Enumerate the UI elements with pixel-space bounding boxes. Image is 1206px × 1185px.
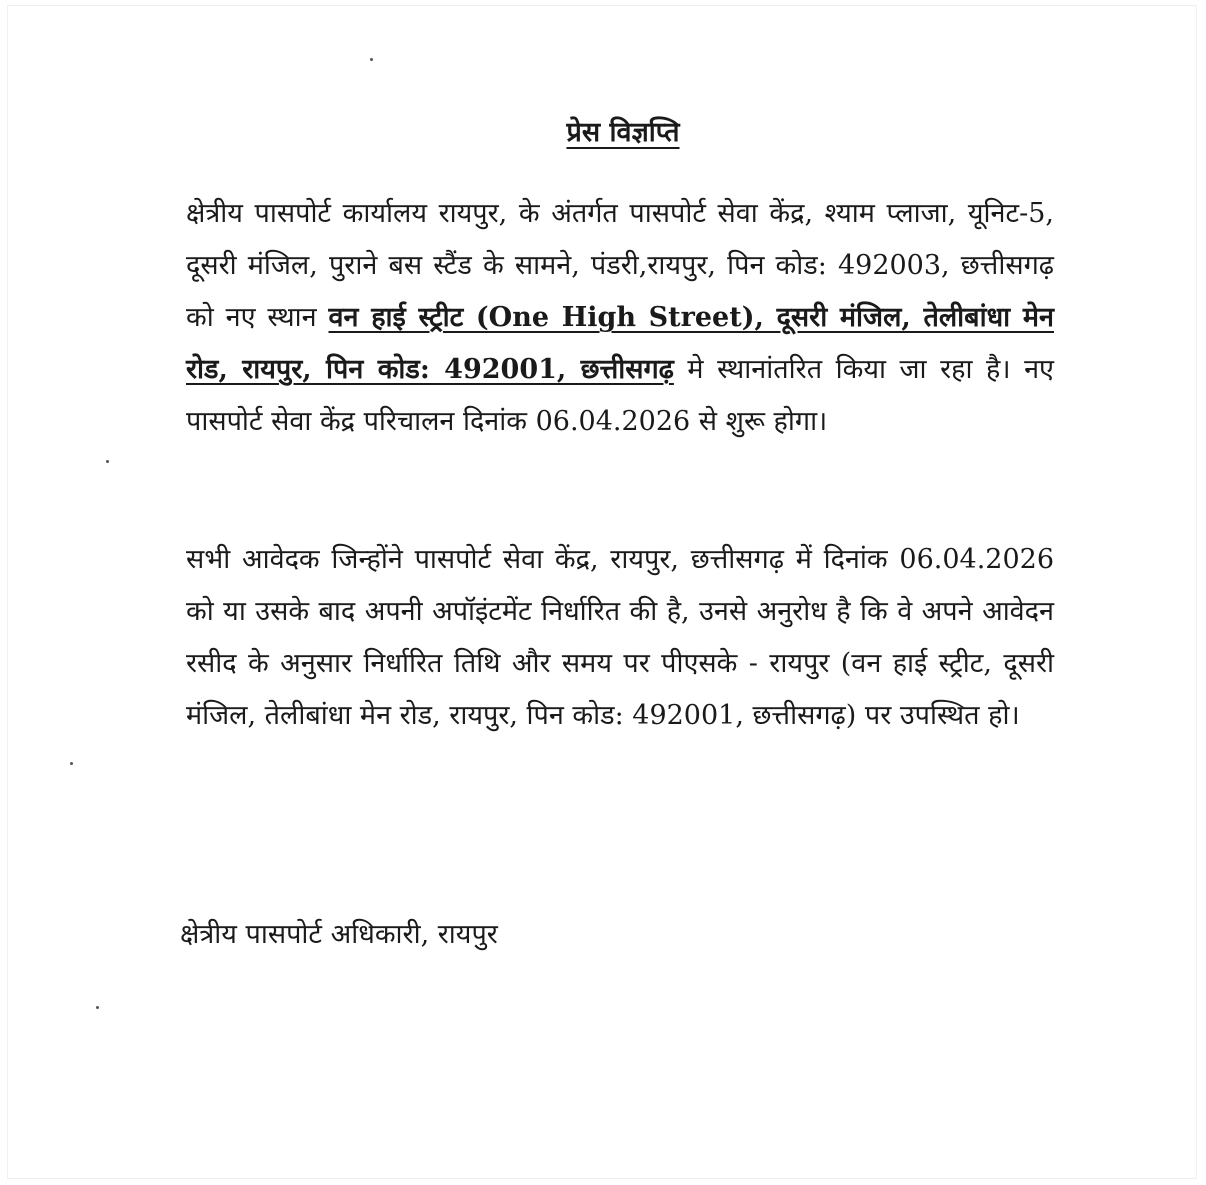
scan-speck — [70, 762, 73, 765]
document-title: प्रेस विज्ञप्ति — [566, 117, 680, 148]
relocation-text-start: क्षेत्रीय पासपोर्ट कार्यालय रायपुर, के अंतर्गत पासपोर्ट सेवा केंद्र, श्याम प्लाजा, यूनिट-5, दूसरी मंजिल, पुराने बस स्टैंड के सामने, पंडरी,रायपुर, पिन कोड: 492003, छत्तीसगढ़ को नए स्थान — [186, 198, 1054, 333]
scan-speck — [106, 460, 109, 463]
applicant-instructions-paragraph: सभी आवेदक जिन्होंने पासपोर्ट सेवा केंद्र, रायपुर, छत्तीसगढ़ में दिनांक 06.04.2026 को या उसके बाद अपनी अपॉइंटमेंट निर्धारित की है, उनसे अनुरोध है कि वे अपने आवेदन रसीद के अनुसार निर्धारित तिथि और समय पर पीएसके - रायपुर (वन हाई स्ट्रीट, दूसरी मंजिल, तेलीबांधा मेन रोड, रायपुर, पिन कोड: 492001, छत्तीसगढ़) पर उपस्थित हो। — [186, 544, 1054, 731]
scan-speck — [370, 58, 373, 61]
relocation-text-end: मे स्थानांतरित किया जा रहा है। नए पासपोर्ट सेवा केंद्र परिचालन दिनांक 06.04.2026 से शुरू होगा। — [186, 354, 1054, 437]
signature-line: क्षेत्रीय पासपोर्ट अधिकारी, रायपुर — [180, 919, 498, 950]
relocation-paragraph — [186, 188, 1054, 448]
new-address-highlight: वन हाई स्ट्रीट (One High Street), दूसरी मंजिल, तेलीबांधा मेन रोड, रायपुर, पिन कोड: 492001, छत्तीसगढ़ — [186, 302, 1054, 385]
scan-speck — [96, 1006, 99, 1009]
